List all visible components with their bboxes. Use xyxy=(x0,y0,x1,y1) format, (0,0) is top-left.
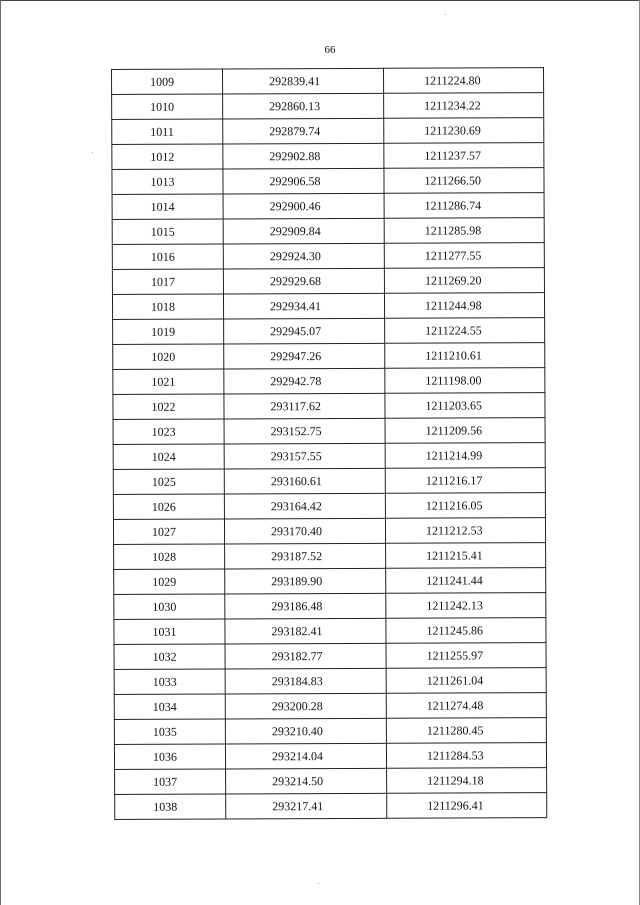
x-coordinate-cell: 293214.50 xyxy=(226,768,387,794)
x-coordinate-cell: 293157.55 xyxy=(224,443,385,469)
table-row xyxy=(115,768,547,795)
point-id-cell: 1009 xyxy=(112,69,223,94)
point-id-cell: 1018 xyxy=(112,294,223,319)
x-coordinate-cell: 293186.48 xyxy=(225,593,386,619)
point-id-cell: 1035 xyxy=(114,719,225,744)
x-coordinate-cell: 292942.78 xyxy=(224,368,385,394)
table-row xyxy=(112,143,544,170)
table-row xyxy=(112,193,544,220)
point-id-cell: 1020 xyxy=(113,344,224,369)
x-coordinate-cell: 292945.07 xyxy=(224,318,385,344)
x-coordinate-cell: 293214.04 xyxy=(225,743,386,769)
x-coordinate-cell: 292929.68 xyxy=(223,268,384,294)
table-row xyxy=(114,593,546,620)
point-id-cell: 1034 xyxy=(114,694,225,719)
table-row xyxy=(112,168,544,195)
y-coordinate-cell: 1211209.56 xyxy=(385,418,545,444)
x-coordinate-cell: 292947.26 xyxy=(224,343,385,369)
x-coordinate-cell: 293182.77 xyxy=(225,643,386,669)
table-row xyxy=(114,643,546,670)
y-coordinate-cell: 1211216.05 xyxy=(385,493,545,519)
x-coordinate-cell: 293200.28 xyxy=(225,693,386,719)
x-coordinate-cell: 292902.88 xyxy=(223,143,384,169)
point-id-cell: 1038 xyxy=(115,794,226,819)
scan-artifact xyxy=(445,14,446,15)
y-coordinate-cell: 1211241.44 xyxy=(386,568,546,594)
page-number: 66 xyxy=(324,44,336,56)
x-coordinate-cell: 293189.90 xyxy=(225,568,386,594)
table-row xyxy=(114,568,546,595)
point-id-cell: 1013 xyxy=(112,169,223,194)
point-id-cell: 1021 xyxy=(113,369,224,394)
point-id-cell: 1036 xyxy=(114,744,225,769)
x-coordinate-cell: 292924.30 xyxy=(223,243,384,269)
y-coordinate-cell: 1211245.86 xyxy=(386,618,546,644)
y-coordinate-cell: 1211277.55 xyxy=(384,243,544,269)
x-coordinate-cell: 293164.42 xyxy=(224,493,385,519)
y-coordinate-cell: 1211212.53 xyxy=(385,518,545,544)
y-coordinate-cell: 1211244.98 xyxy=(384,293,544,319)
point-id-cell: 1028 xyxy=(114,544,225,569)
y-coordinate-cell: 1211237.57 xyxy=(384,143,544,169)
point-id-cell: 1016 xyxy=(112,244,223,269)
point-id-cell: 1023 xyxy=(113,419,224,444)
point-id-cell: 1012 xyxy=(112,144,223,169)
y-coordinate-cell: 1211255.97 xyxy=(386,643,546,669)
x-coordinate-cell: 292860.13 xyxy=(223,93,384,119)
point-id-cell: 1027 xyxy=(113,519,224,544)
point-id-cell: 1033 xyxy=(114,669,225,694)
table-row xyxy=(113,343,545,370)
page-edge-top xyxy=(0,0,640,1)
page-edge-left xyxy=(0,0,1,905)
point-id-cell: 1029 xyxy=(114,569,225,594)
x-coordinate-cell: 293182.41 xyxy=(225,618,386,644)
table-row xyxy=(114,743,546,770)
x-coordinate-cell: 293152.75 xyxy=(224,418,385,444)
x-coordinate-cell: 292934.41 xyxy=(223,293,384,319)
x-coordinate-cell: 292839.41 xyxy=(223,68,384,94)
table-row xyxy=(113,318,545,345)
point-id-cell: 1025 xyxy=(113,469,224,494)
point-id-cell: 1022 xyxy=(113,394,224,419)
y-coordinate-cell: 1211286.74 xyxy=(384,193,544,219)
table-row xyxy=(112,293,544,320)
point-id-cell: 1026 xyxy=(113,494,224,519)
table-row xyxy=(113,418,545,445)
point-id-cell: 1031 xyxy=(114,619,225,644)
x-coordinate-cell: 293217.41 xyxy=(226,793,387,819)
table-row xyxy=(113,443,545,470)
y-coordinate-cell: 1211242.13 xyxy=(386,593,546,619)
point-id-cell: 1011 xyxy=(112,119,223,144)
x-coordinate-cell: 292906.58 xyxy=(223,168,384,194)
table-row xyxy=(113,493,545,520)
point-id-cell: 1032 xyxy=(114,644,225,669)
y-coordinate-cell: 1211224.55 xyxy=(385,318,545,344)
y-coordinate-cell: 1211230.69 xyxy=(384,118,544,144)
point-id-cell: 1019 xyxy=(113,319,224,344)
x-coordinate-cell: 293160.61 xyxy=(224,468,385,494)
y-coordinate-cell: 1211294.18 xyxy=(387,768,547,794)
table-row xyxy=(113,518,545,545)
x-coordinate-cell: 293210.40 xyxy=(225,718,386,744)
y-coordinate-cell: 1211215.41 xyxy=(386,543,546,569)
table-row xyxy=(112,218,544,245)
point-id-cell: 1024 xyxy=(113,444,224,469)
table-row xyxy=(115,793,547,820)
x-coordinate-cell: 292879.74 xyxy=(223,118,384,144)
y-coordinate-cell: 1211214.99 xyxy=(385,443,545,469)
x-coordinate-cell: 292909.84 xyxy=(223,218,384,244)
coordinate-table xyxy=(111,67,547,820)
y-coordinate-cell: 1211284.53 xyxy=(386,743,546,769)
y-coordinate-cell: 1211210.61 xyxy=(385,343,545,369)
table-row xyxy=(112,243,544,270)
x-coordinate-cell: 293184.83 xyxy=(225,668,386,694)
table-row xyxy=(112,268,544,295)
scan-artifact xyxy=(92,152,93,153)
point-id-cell: 1017 xyxy=(112,269,223,294)
x-coordinate-cell: 292900.46 xyxy=(223,193,384,219)
table-row xyxy=(114,543,546,570)
table-row xyxy=(114,668,546,695)
x-coordinate-cell: 293117.62 xyxy=(224,393,385,419)
x-coordinate-cell: 293170.40 xyxy=(224,518,385,544)
scan-artifact xyxy=(318,883,319,884)
y-coordinate-cell: 1211224.80 xyxy=(383,68,543,94)
table-row xyxy=(113,468,545,495)
point-id-cell: 1030 xyxy=(114,594,225,619)
y-coordinate-cell: 1211285.98 xyxy=(384,218,544,244)
y-coordinate-cell: 1211234.22 xyxy=(384,93,544,119)
coordinate-table-body xyxy=(112,68,547,820)
table-row xyxy=(112,118,544,145)
table-row xyxy=(113,393,545,420)
table-row xyxy=(113,368,545,395)
y-coordinate-cell: 1211296.41 xyxy=(387,793,547,819)
point-id-cell: 1015 xyxy=(112,219,223,244)
y-coordinate-cell: 1211261.04 xyxy=(386,668,546,694)
table-row xyxy=(112,93,544,120)
table-row xyxy=(114,718,546,745)
x-coordinate-cell: 293187.52 xyxy=(225,543,386,569)
point-id-cell: 1010 xyxy=(112,94,223,119)
point-id-cell: 1014 xyxy=(112,194,223,219)
y-coordinate-cell: 1211198.00 xyxy=(385,368,545,394)
y-coordinate-cell: 1211280.45 xyxy=(386,718,546,744)
table-row xyxy=(112,68,544,95)
point-id-cell: 1037 xyxy=(115,769,226,794)
y-coordinate-cell: 1211269.20 xyxy=(384,268,544,294)
y-coordinate-cell: 1211274.48 xyxy=(386,693,546,719)
table-row xyxy=(114,618,546,645)
y-coordinate-cell: 1211266.50 xyxy=(384,168,544,194)
y-coordinate-cell: 1211216.17 xyxy=(385,468,545,494)
y-coordinate-cell: 1211203.65 xyxy=(385,393,545,419)
table-row xyxy=(114,693,546,720)
